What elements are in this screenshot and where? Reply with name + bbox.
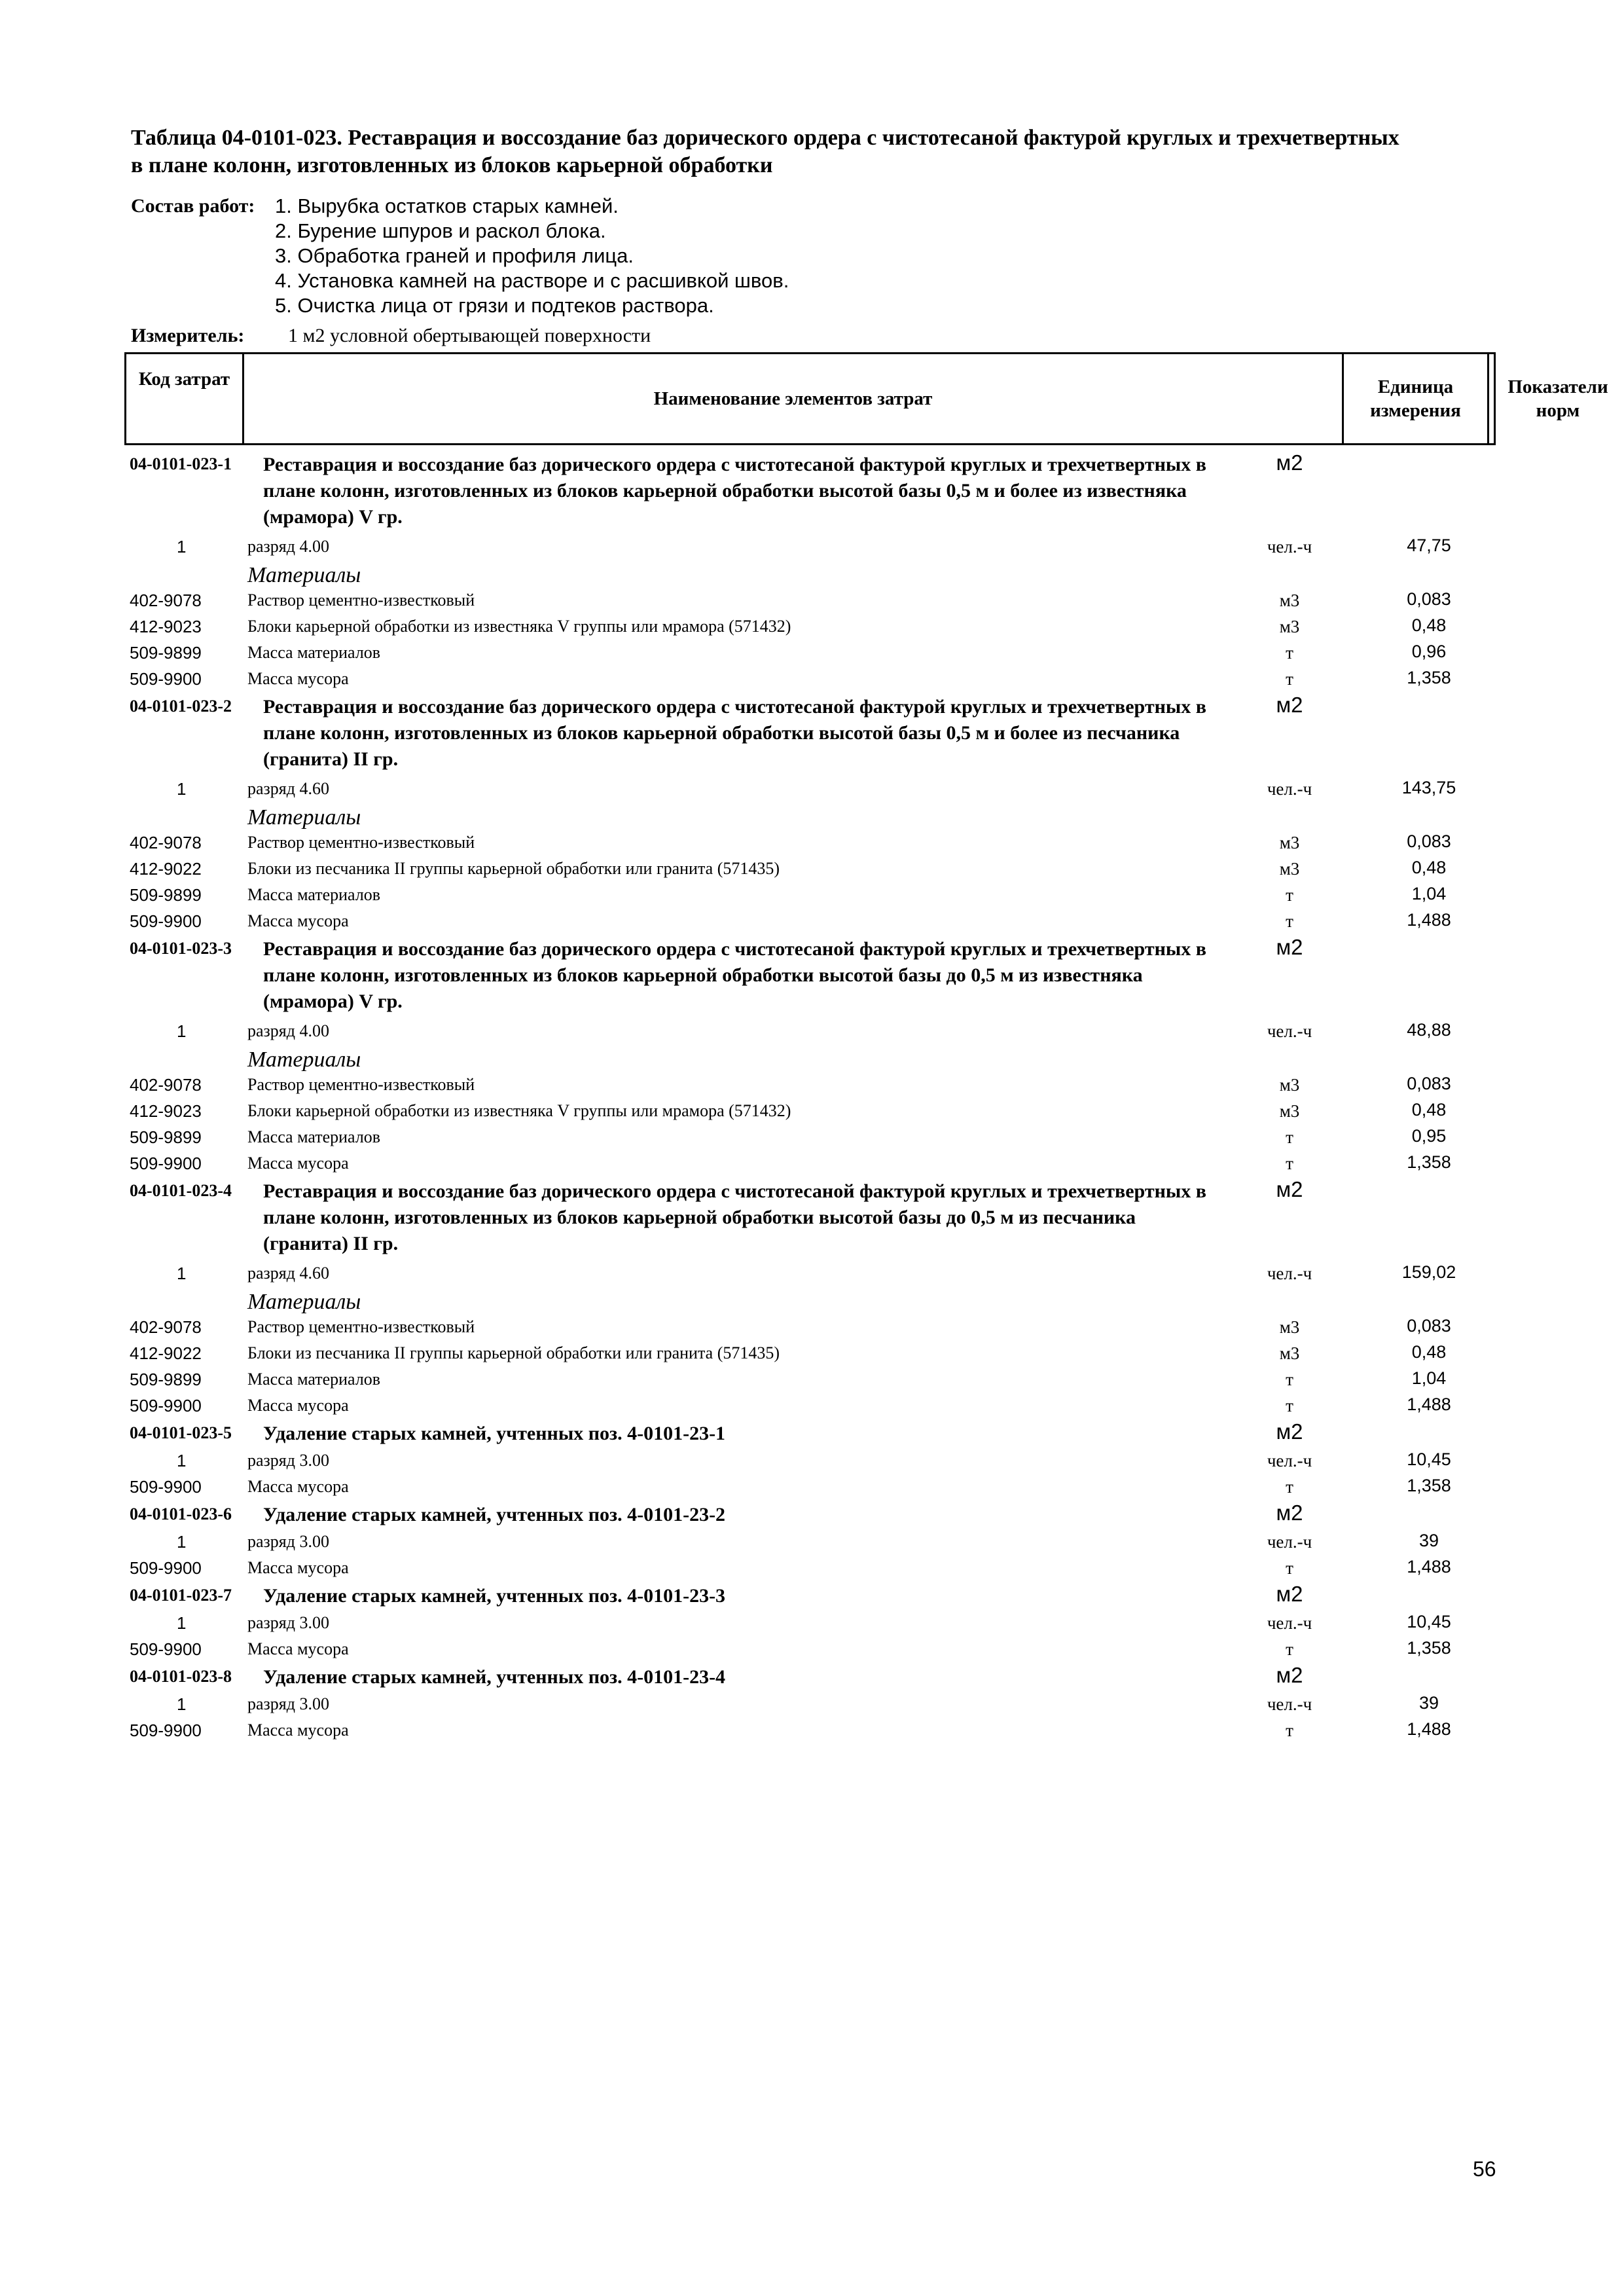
- norm-value: 0,96: [1411, 642, 1447, 661]
- unit-of-measure: т: [1286, 1396, 1293, 1415]
- unit-of-measure: м3: [1279, 1101, 1300, 1121]
- unit-of-measure: м2: [1276, 935, 1303, 959]
- header-name: Наименование элементов затрат: [244, 354, 1344, 443]
- cost-code: 1: [177, 1021, 187, 1041]
- section-heading: Материалы: [247, 563, 361, 587]
- work-step: 4. Установка камней на растворе и с расшивкой швов.: [275, 269, 789, 292]
- unit-of-measure: чел.-ч: [1267, 537, 1312, 556]
- norm-value: 0,48: [1411, 858, 1447, 877]
- unit-of-measure: м2: [1276, 1501, 1303, 1525]
- norm-value: 1,358: [1407, 1476, 1451, 1495]
- table-row-position: [0, 1501, 1624, 1529]
- table-row: [0, 1072, 1624, 1099]
- norm-value: 0,95: [1411, 1126, 1447, 1146]
- cost-element-name: разряд 4.00: [247, 537, 329, 556]
- cost-element-name: разряд 3.00: [247, 1451, 329, 1470]
- table-row-position: [0, 935, 1624, 1019]
- unit-of-measure: м2: [1276, 1177, 1303, 1201]
- unit-of-measure: м2: [1276, 693, 1303, 717]
- table-row-section: [0, 560, 1624, 588]
- cost-code: 04-0101-023-8: [130, 1667, 232, 1686]
- cost-element-name: Масса материалов: [247, 1370, 381, 1389]
- norm-value: 1,488: [1407, 1394, 1451, 1414]
- cost-element-name: Раствор цементно-известковый: [247, 591, 475, 610]
- table-row-position: [0, 693, 1624, 776]
- norm-value: 1,488: [1407, 1719, 1451, 1739]
- cost-element-name: разряд 3.00: [247, 1532, 329, 1551]
- unit-of-measure: м3: [1279, 833, 1300, 852]
- norm-value: 1,04: [1411, 1368, 1447, 1388]
- unit-of-measure: т: [1286, 1127, 1293, 1147]
- table-row: [0, 1529, 1624, 1556]
- table-row: [0, 1611, 1624, 1637]
- cost-code: 412-9022: [130, 1343, 202, 1363]
- cost-code: 04-0101-023-5: [130, 1423, 232, 1442]
- work-step: 2. Бурение шпуров и раскол блока.: [275, 219, 606, 242]
- table-row: [0, 1692, 1624, 1718]
- cost-element-name: Раствор цементно-известковый: [247, 833, 475, 852]
- norm-value: 47,75: [1407, 536, 1451, 555]
- cost-element-name: Реставрация и воссоздание баз дорического ордера с чистотесаной фактурой круглых и трехчетвертных в плане колонн, изготовленных из блоков карьерной обработки высотой базы до 0,5 м из известняка (мрамора) V гр.: [263, 938, 1206, 1012]
- cost-element-name: Реставрация и воссоздание баз дорического ордера с чистотесаной фактурой круглых и трехчетвертных в плане колонн, изготовленных из блоков карьерной обработки высотой базы 0,5 м и более из песчаника (гранита) II гр.: [263, 696, 1206, 770]
- norm-value: 39: [1418, 1531, 1439, 1550]
- table-row-position: [0, 1419, 1624, 1448]
- table-row-section: [0, 1045, 1624, 1072]
- unit-of-measure: т: [1286, 911, 1293, 931]
- table-row: [0, 776, 1624, 803]
- cost-code: 1: [177, 1532, 187, 1552]
- unit-of-measure: м3: [1279, 1343, 1300, 1363]
- unit-of-measure: т: [1286, 1639, 1293, 1659]
- norm-value: 1,04: [1411, 884, 1447, 903]
- table-row: [0, 1367, 1624, 1393]
- table-row: [0, 1556, 1624, 1582]
- header-unit-line-2: измерения: [1370, 400, 1461, 421]
- header-value-line-2: норм: [1536, 400, 1580, 421]
- work-composition-list: [275, 194, 789, 318]
- cost-code: 04-0101-023-1: [130, 454, 232, 473]
- table-title-line-2: в плане колонн, изготовленных из блоков карьерной обработки: [131, 153, 773, 177]
- header-value: [1489, 354, 1624, 443]
- cost-element-name: разряд 3.00: [247, 1694, 329, 1713]
- unit-of-measure: чел.-ч: [1267, 1532, 1312, 1552]
- unit-of-measure: м3: [1279, 1317, 1300, 1337]
- table-row: [0, 883, 1624, 909]
- table-row: [0, 1637, 1624, 1663]
- cost-element-name: Раствор цементно-известковый: [247, 1317, 475, 1336]
- norm-value: 10,45: [1407, 1612, 1451, 1631]
- cost-element-name: Блоки из песчаника II группы карьерной обработки или гранита (571435): [247, 859, 780, 878]
- unit-of-measure: м3: [1279, 591, 1300, 610]
- table-title: [131, 124, 1538, 179]
- unit-of-measure: м2: [1276, 1582, 1303, 1606]
- table-header: [124, 352, 1608, 445]
- table-row: [0, 856, 1624, 883]
- table-row: [0, 1261, 1624, 1287]
- page-number: 56: [1473, 2157, 1496, 2181]
- unit-of-measure: т: [1286, 1154, 1293, 1173]
- norm-value: 143,75: [1401, 778, 1456, 797]
- table-row-position: [0, 1663, 1624, 1692]
- cost-code: 1: [177, 779, 187, 799]
- cost-element-name: Удаление старых камней, учтенных поз. 4-0101-23-2: [263, 1504, 726, 1525]
- cost-code: 509-9900: [130, 1396, 202, 1415]
- section-heading: Материалы: [247, 1290, 361, 1314]
- cost-code: 509-9900: [130, 1477, 202, 1497]
- cost-code: 04-0101-023-3: [130, 939, 232, 958]
- section-heading: Материалы: [247, 1048, 361, 1072]
- cost-code: 1: [177, 1264, 187, 1283]
- cost-code: 402-9078: [130, 1075, 202, 1095]
- cost-code: 509-9899: [130, 1127, 202, 1147]
- cost-element-name: разряд 4.60: [247, 779, 329, 798]
- unit-of-measure: т: [1286, 1558, 1293, 1578]
- table-row: [0, 1448, 1624, 1474]
- table-row-position: [0, 1177, 1624, 1261]
- table-row: [0, 588, 1624, 614]
- work-step: 3. Обработка граней и профиля лица.: [275, 244, 634, 267]
- cost-code: 509-9900: [130, 1639, 202, 1659]
- cost-element-name: Масса материалов: [247, 643, 381, 662]
- table-row: [0, 1099, 1624, 1125]
- work-composition-label: Состав работ:: [131, 195, 255, 217]
- cost-code: 402-9078: [130, 833, 202, 852]
- cost-element-name: Масса мусора: [247, 1396, 349, 1415]
- unit-of-measure: т: [1286, 885, 1293, 905]
- norm-value: 0,083: [1407, 831, 1451, 851]
- norm-value: 0,083: [1407, 589, 1451, 609]
- cost-code: 1: [177, 1451, 187, 1470]
- table-row: [0, 1393, 1624, 1419]
- table-row: [0, 1718, 1624, 1744]
- cost-element-name: разряд 3.00: [247, 1613, 329, 1632]
- unit-of-measure: чел.-ч: [1267, 1264, 1312, 1283]
- norm-value: 48,88: [1407, 1020, 1451, 1040]
- norm-value: 0,48: [1411, 615, 1447, 635]
- cost-element-name: Масса материалов: [247, 885, 381, 904]
- unit-of-measure: чел.-ч: [1267, 1451, 1312, 1470]
- unit-of-measure: м3: [1279, 1075, 1300, 1095]
- norm-value: 1,358: [1407, 1638, 1451, 1658]
- unit-of-measure: м3: [1279, 617, 1300, 636]
- cost-element-name: Масса мусора: [247, 1639, 349, 1658]
- table-row: [0, 1019, 1624, 1045]
- norm-value: 1,488: [1407, 1557, 1451, 1576]
- table-row-position: [0, 450, 1624, 534]
- cost-element-name: Удаление старых камней, учтенных поз. 4-0101-23-3: [263, 1585, 726, 1607]
- table-row: [0, 1315, 1624, 1341]
- unit-of-measure: м2: [1276, 1419, 1303, 1444]
- cost-code: 04-0101-023-6: [130, 1504, 232, 1523]
- cost-element-name: Масса мусора: [247, 1721, 349, 1740]
- table-row: [0, 1125, 1624, 1151]
- table-row: [0, 830, 1624, 856]
- cost-element-name: Масса мусора: [247, 1558, 349, 1577]
- table-row: [0, 614, 1624, 640]
- cost-element-name: Масса мусора: [247, 1477, 349, 1496]
- cost-code: 509-9900: [130, 911, 202, 931]
- cost-element-name: Масса материалов: [247, 1127, 381, 1146]
- unit-of-measure: м3: [1279, 859, 1300, 879]
- norm-value: 10,45: [1407, 1449, 1451, 1469]
- table-row-position: [0, 1582, 1624, 1611]
- unit-of-measure: т: [1286, 1477, 1293, 1497]
- cost-element-name: Реставрация и воссоздание баз дорического ордера с чистотесаной фактурой круглых и трехчетвертных в плане колонн, изготовленных из блоков карьерной обработки высотой базы до 0,5 м из песчаника (гранита) II гр.: [263, 1180, 1206, 1254]
- cost-element-name: Реставрация и воссоздание баз дорического ордера с чистотесаной фактурой круглых и трехчетвертных в плане колонн, изготовленных из блоков карьерной обработки высотой базы 0,5 м и более из известняка (мрамора) V гр.: [263, 454, 1206, 528]
- header-value-line-1: Показатели: [1507, 376, 1608, 397]
- table-row: [0, 1151, 1624, 1177]
- table-row: [0, 640, 1624, 666]
- cost-element-name: разряд 4.00: [247, 1021, 329, 1040]
- cost-code: 04-0101-023-2: [130, 697, 232, 716]
- table-row-section: [0, 803, 1624, 830]
- norm-value: 1,358: [1407, 668, 1451, 687]
- table-row: [0, 1474, 1624, 1501]
- table-row: [0, 1341, 1624, 1367]
- norm-value: 0,48: [1411, 1342, 1447, 1362]
- cost-code: 509-9900: [130, 1721, 202, 1740]
- measure-unit-label: Измеритель:: [131, 325, 245, 346]
- unit-of-measure: чел.-ч: [1267, 1613, 1312, 1633]
- work-step: 1. Вырубка остатков старых камней.: [275, 194, 619, 217]
- cost-code: 402-9078: [130, 1317, 202, 1337]
- cost-code: 04-0101-023-7: [130, 1586, 232, 1605]
- unit-of-measure: чел.-ч: [1267, 1694, 1312, 1714]
- cost-code: 509-9899: [130, 885, 202, 905]
- measure-unit-line: [131, 325, 651, 347]
- cost-element-name: Масса мусора: [247, 1154, 349, 1173]
- norm-value: 0,083: [1407, 1074, 1451, 1093]
- measure-unit-value: 1 м2 условной обертывающей поверхности: [288, 325, 651, 346]
- table-title-line-1: Таблица 04-0101-023. Реставрация и воссоздание баз дорического ордера с чистотесаной фактурой круглых и трехчетвертных: [131, 126, 1399, 150]
- cost-code: 04-0101-023-4: [130, 1181, 232, 1200]
- cost-code: 509-9899: [130, 643, 202, 663]
- cost-code: 1: [177, 1613, 187, 1633]
- header-unit: [1344, 354, 1489, 443]
- cost-element-name: разряд 4.60: [247, 1264, 329, 1283]
- norm-value: 0,48: [1411, 1100, 1447, 1120]
- section-heading: Материалы: [247, 805, 361, 829]
- cost-element-name: Раствор цементно-известковый: [247, 1075, 475, 1094]
- norm-value: 39: [1418, 1693, 1439, 1713]
- cost-code: 509-9899: [130, 1370, 202, 1389]
- cost-code: 402-9078: [130, 591, 202, 610]
- norm-value: 159,02: [1401, 1262, 1456, 1282]
- unit-of-measure: т: [1286, 1370, 1293, 1389]
- unit-of-measure: чел.-ч: [1267, 1021, 1312, 1041]
- work-step: 5. Очистка лица от грязи и подтеков раствора.: [275, 294, 714, 317]
- table-row-section: [0, 1287, 1624, 1315]
- cost-element-name: Блоки из песчаника II группы карьерной обработки или гранита (571435): [247, 1343, 780, 1362]
- cost-element-name: Удаление старых камней, учтенных поз. 4-0101-23-1: [263, 1423, 726, 1444]
- cost-code: 509-9900: [130, 1154, 202, 1173]
- cost-element-name: Блоки карьерной обработки из известняка V группы или мрамора (571432): [247, 617, 791, 636]
- cost-element-name: Масса мусора: [247, 911, 349, 930]
- cost-code: 412-9022: [130, 859, 202, 879]
- cost-code: 509-9900: [130, 669, 202, 689]
- cost-code: 1: [177, 1694, 187, 1714]
- header-unit-line-1: Единица: [1377, 376, 1454, 397]
- unit-of-measure: т: [1286, 669, 1293, 689]
- norm-value: 0,083: [1407, 1316, 1451, 1336]
- unit-of-measure: чел.-ч: [1267, 779, 1312, 799]
- header-code: Код затрат: [126, 354, 244, 443]
- table-row: [0, 534, 1624, 560]
- cost-code: 509-9900: [130, 1558, 202, 1578]
- cost-element-name: Блоки карьерной обработки из известняка V группы или мрамора (571432): [247, 1101, 791, 1120]
- unit-of-measure: т: [1286, 1721, 1293, 1740]
- unit-of-measure: м2: [1276, 1663, 1303, 1687]
- table-row: [0, 909, 1624, 935]
- cost-code: 412-9023: [130, 617, 202, 636]
- cost-code: 1: [177, 537, 187, 556]
- cost-code: 412-9023: [130, 1101, 202, 1121]
- cost-element-name: Удаление старых камней, учтенных поз. 4-0101-23-4: [263, 1666, 726, 1688]
- unit-of-measure: м2: [1276, 450, 1303, 475]
- cost-element-name: Масса мусора: [247, 669, 349, 688]
- norm-value: 1,488: [1407, 910, 1451, 930]
- norm-value: 1,358: [1407, 1152, 1451, 1172]
- table-row: [0, 666, 1624, 693]
- unit-of-measure: т: [1286, 643, 1293, 663]
